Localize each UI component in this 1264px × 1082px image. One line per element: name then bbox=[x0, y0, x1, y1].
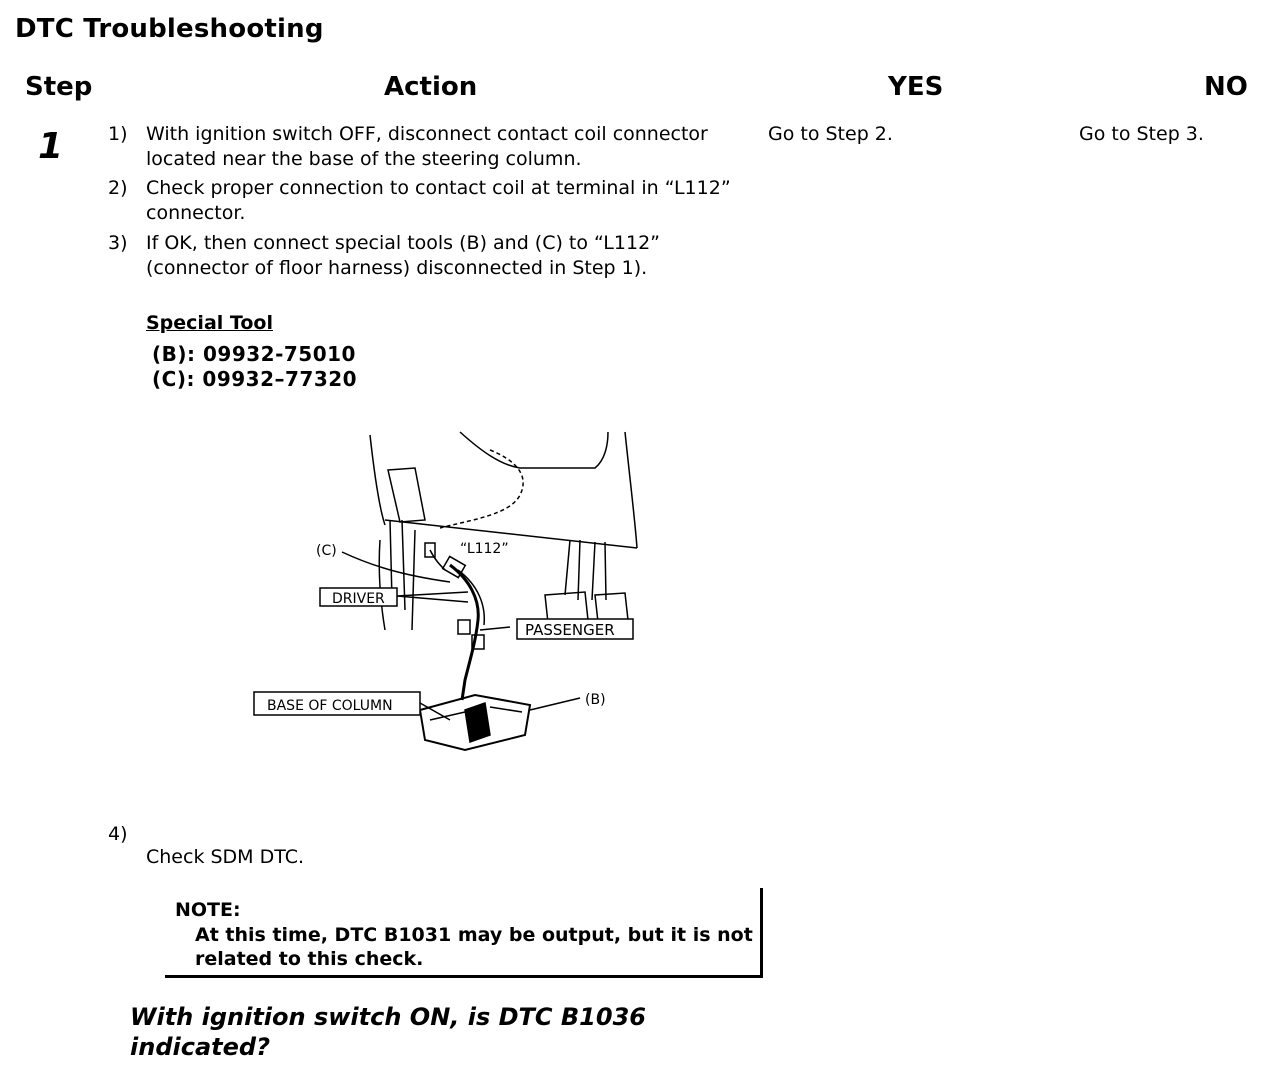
note-text: At this time, DTC B1031 may be output, but it is not related to this check. bbox=[195, 924, 753, 970]
action-number: 2) bbox=[108, 177, 128, 199]
special-tool-heading: Special Tool bbox=[146, 312, 273, 334]
action-text: If OK, then connect special tools (B) and (C) to “L112” (connector of floor harness) disconnected in Step 1). bbox=[146, 232, 661, 279]
figure-label-passenger: PASSENGER bbox=[525, 621, 615, 639]
figure-label-c: (C) bbox=[316, 543, 337, 559]
yes-result: Go to Step 2. bbox=[768, 123, 893, 145]
action-number: 4) bbox=[108, 823, 128, 845]
action-text: Check SDM DTC. bbox=[146, 846, 305, 868]
no-result: Go to Step 3. bbox=[1079, 123, 1204, 145]
figure-label-b: (B) bbox=[585, 692, 606, 708]
action-number: 3) bbox=[108, 232, 128, 254]
wiring-diagram bbox=[240, 420, 660, 770]
figure-label-l112: “L112” bbox=[460, 541, 509, 557]
special-tool-item: (C): 09932–77320 bbox=[152, 367, 358, 391]
note-label: NOTE: bbox=[175, 899, 241, 921]
page-title: DTC Troubleshooting bbox=[15, 14, 324, 44]
column-header-yes: YES bbox=[888, 72, 944, 102]
action-text: Check proper connection to contact coil at terminal in “L112” connector. bbox=[146, 177, 731, 224]
action-number: 1) bbox=[108, 123, 128, 145]
column-header-step: Step bbox=[25, 72, 93, 102]
step-question: With ignition switch ON, is DTC B1036 indicated? bbox=[130, 1003, 646, 1061]
column-header-no: NO bbox=[1204, 72, 1248, 102]
step-number: 1 bbox=[38, 126, 64, 167]
figure-label-driver: DRIVER bbox=[332, 591, 385, 607]
action-text: With ignition switch OFF, disconnect contact coil connector located near the base of the steering column. bbox=[146, 123, 708, 170]
figure-label-base-of-column: BASE OF COLUMN bbox=[267, 698, 393, 714]
column-header-action: Action bbox=[384, 72, 478, 102]
special-tool-item: (B): 09932-75010 bbox=[152, 342, 356, 366]
